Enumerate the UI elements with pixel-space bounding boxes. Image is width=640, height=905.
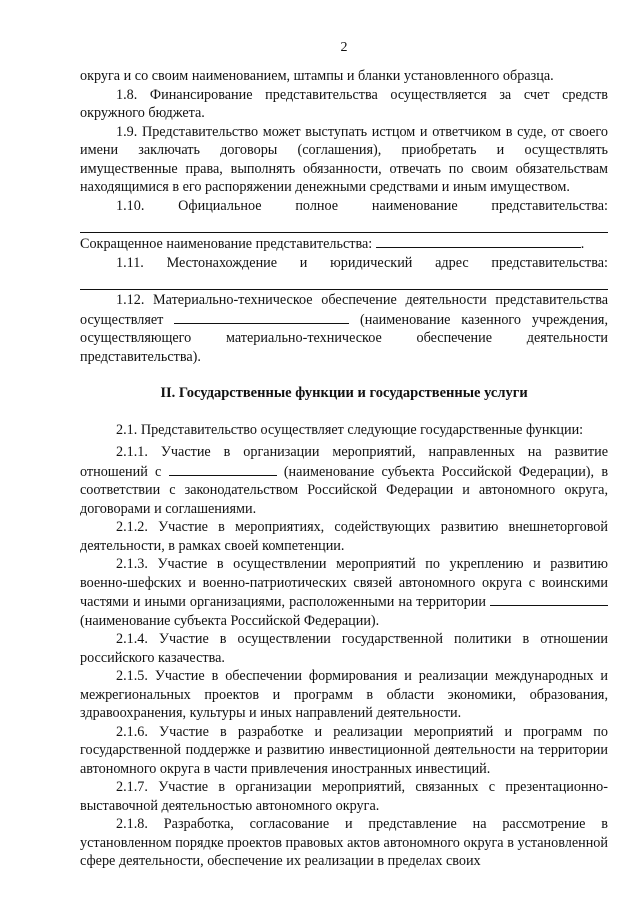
blank-subject-1 (169, 462, 277, 476)
paragraph-2-1-1 (80, 443, 608, 518)
blank-subject-2 (490, 592, 608, 606)
document-body (80, 67, 608, 871)
paragraph-2-1-7: 2.1.7. Участие в организации мероприятий, связанных с презентационно-выставочной деятельностью автономного округа. (80, 779, 608, 814)
paragraph-2-1-4: 2.1.4. Участие в осуществлении государственной политики в отношении российского казачества. (80, 631, 608, 666)
paragraph-1-9: 1.9. Представительство может выступать истцом и ответчиком в суде, от своего имени заключать договоры (соглашения), приобретать и осуществлять имущественные права, выполнять обязанности, отвечать по своим обязательствам находящимися в его распоряжении денежными средствами и иным имуществом. (80, 123, 608, 195)
paragraph-continuation: округа и со своим наименованием, штампы и бланки установленного образца. (80, 68, 554, 84)
blank-line-official-name (80, 215, 608, 233)
paragraph-2-1-1-part-a: 2.1.1. Участие в организации мероприятий, направленных на развитие отношений с (80, 444, 608, 480)
paragraph-short-name: Сокращенное наименование представительства: . (80, 236, 585, 252)
blank-short-name (376, 234, 581, 248)
short-name-label: Сокращенное наименование представительства: (80, 236, 373, 252)
paragraph-2-1-6: 2.1.6. Участие в разработке и реализации мероприятий и программ по государственной поддержке и развитию инвестиционной деятельности на территории автономного округа в части привлечения иностранных инвестиций. (80, 723, 608, 777)
paragraph-1-12-part-b: (наименование казенного учреждения, осуществляющего материально-техническое обеспечение деятельности представительства). (80, 311, 609, 365)
paragraph-2-1: 2.1. Представительство осуществляет следующие государственные функции: (116, 421, 584, 438)
paragraph-2-1-3 (80, 555, 608, 630)
paragraph-2-1-2: 2.1.2. Участие в мероприятиях, содействующих развитию внешнеторговой деятельности, в рамках своей компетенции. (80, 519, 608, 554)
section-title: II. Государственные функции и государственные услуги (160, 385, 528, 401)
paragraph-2-1-1-part-b: (наименование субъекта Российской Федерации), в соответствии с законодательством Российской Федерации и автономного округа, договорами и соглашениями. (80, 463, 609, 517)
paragraph-2-1-5: 2.1.5. Участие в обеспечении формирования и реализации международных и межрегиональных проектов и программ в области экономики, образования, здравоохранения, культуры и иных направлений деятельности. (80, 668, 608, 721)
blank-institution (174, 310, 349, 324)
paragraph-2-1-3-part-b: (наименование субъекта Российской Федерации). (80, 612, 380, 629)
paragraph-1-11: 1.11. Местонахождение и юридический адрес представительства: (116, 254, 608, 271)
paragraph-1-12 (80, 291, 608, 366)
page-number: 2 (340, 40, 348, 55)
paragraph-1-12-part-a: 1.12. Материально-техническое обеспечение деятельности представительства осуществляет (80, 292, 608, 328)
paragraph-1-8: 1.8. Финансирование представительства осуществляется за счет средств окружного бюджета. (80, 86, 608, 121)
blank-line-address (80, 272, 608, 290)
paragraph-1-10: 1.10. Официальное полное наименование представительства: (116, 197, 608, 214)
paragraph-2-1-8: 2.1.8. Разработка, согласование и представление на рассмотрение в установленном порядке проектов правовых актов автономного округа в установленной сфере деятельности, обеспечение их реализации в пределах своих (80, 816, 608, 869)
paragraph-2-1-3-part-a: 2.1.3. Участие в осуществлении мероприятий по укреплению и развитию военно-шефских и военно-патриотических связей автономного округа с воинскими частями и иными организациями, расположенными на территории (80, 556, 608, 610)
